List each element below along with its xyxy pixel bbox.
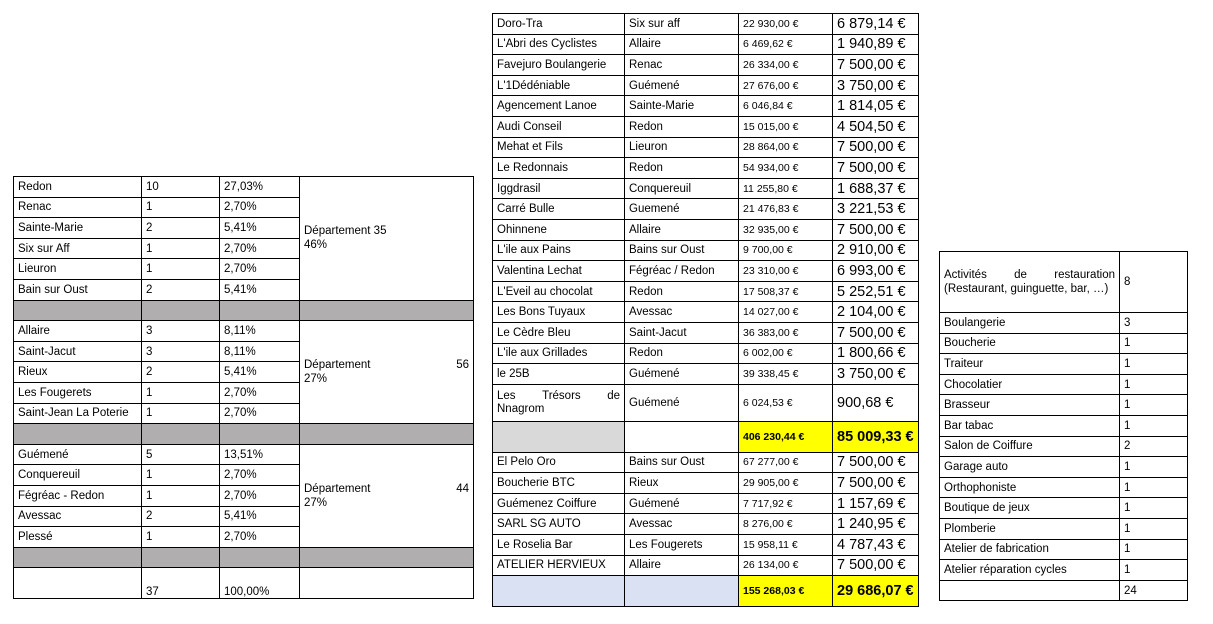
total-percent-cell: 100,00% [220, 568, 300, 599]
table-row [493, 452, 919, 473]
aid-amount-cell: 3 750,00 € [833, 364, 919, 385]
activity-label-cell: Chocolatier [940, 374, 1120, 395]
business-city-cell: Allaire [625, 34, 739, 55]
department-label [304, 224, 469, 238]
percent-cell: 2,70% [220, 485, 300, 506]
aid-amount-cell: 1 940,89 € [833, 34, 919, 55]
separator-cell [300, 300, 474, 321]
business-name-cell: L'Abri des Cyclistes [493, 34, 625, 55]
activity-label-cell: Bar tabac [940, 415, 1120, 436]
business-name-cell: le 25B [493, 364, 625, 385]
percent-cell: 2,70% [220, 197, 300, 218]
activity-label-cell: Garage auto [940, 457, 1120, 478]
business-name-cell: Doro-Tra [493, 14, 625, 35]
separator-cell [300, 547, 474, 568]
investment-amount-cell: 6 002,00 € [739, 343, 833, 364]
investment-amount-cell: 7 717,92 € [739, 493, 833, 514]
name-word: Les [497, 389, 516, 402]
table-row [940, 333, 1188, 354]
city-cell: Bain sur Oust [14, 279, 142, 300]
business-name-cell: Le Roselia Bar [493, 535, 625, 556]
business-name-line [497, 390, 620, 403]
total-row [940, 580, 1188, 601]
table-row [940, 252, 1188, 313]
percent-cell: 8,11% [220, 341, 300, 362]
aid-amount-cell: 6 879,14 € [833, 14, 919, 35]
investment-amount-cell: 11 255,80 € [739, 178, 833, 199]
table-row [493, 34, 919, 55]
aid-amount-cell: 1 240,95 € [833, 514, 919, 535]
separator-cell [220, 300, 300, 321]
count-cell: 3 [142, 321, 220, 342]
investment-amount-cell: 54 934,00 € [739, 158, 833, 179]
table-row [940, 436, 1188, 457]
activity-count-cell: 1 [1120, 477, 1188, 498]
name-word: Trésors [542, 389, 581, 402]
table-row [493, 514, 919, 535]
business-name-cell: El Pelo Oro [493, 452, 625, 473]
separator-cell [220, 424, 300, 445]
business-name-cell: Carré Bulle [493, 199, 625, 220]
table-row [493, 364, 919, 385]
count-cell: 2 [142, 218, 220, 239]
table-row [493, 116, 919, 137]
activity-count-cell: 1 [1120, 354, 1188, 375]
business-city-cell: Redon [625, 281, 739, 302]
investment-amount-cell: 26 334,00 € [739, 55, 833, 76]
table-row [940, 518, 1188, 539]
city-cell: Allaire [14, 321, 142, 342]
table-row [940, 374, 1188, 395]
table-row [14, 444, 474, 465]
activity-count-cell: 1 [1120, 560, 1188, 581]
business-name-cell: Ohinnene [493, 219, 625, 240]
investment-amount-cell: 67 277,00 € [739, 452, 833, 473]
table-row [493, 14, 919, 35]
count-cell: 1 [142, 403, 220, 424]
separator-cell [14, 547, 142, 568]
percent-cell: 5,41% [220, 362, 300, 383]
city-cell: Sainte-Marie [14, 218, 142, 239]
count-cell: 5 [142, 444, 220, 465]
empty-cell [940, 580, 1120, 601]
aid-amount-cell: 7 500,00 € [833, 55, 919, 76]
business-name-cell: ATELIER HERVIEUX [493, 555, 625, 576]
subtotal-row [493, 576, 919, 607]
business-city-cell: Redon [625, 158, 739, 179]
business-name-cell: Audi Conseil [493, 116, 625, 137]
table-row [493, 178, 919, 199]
activity-count-cell: 8 [1120, 252, 1188, 313]
activity-count-cell: 3 [1120, 313, 1188, 334]
business-name-cell: Valentina Lechat [493, 261, 625, 282]
table-row [940, 395, 1188, 416]
aid-amount-cell: 3 750,00 € [833, 75, 919, 96]
table-row [940, 498, 1188, 519]
count-cell: 2 [142, 279, 220, 300]
separator-row [14, 424, 474, 445]
business-name-cell: Les Bons Tuyaux [493, 302, 625, 323]
department-cell [300, 321, 474, 424]
business-city-cell: Avessac [625, 302, 739, 323]
investment-amount-cell: 8 276,00 € [739, 514, 833, 535]
table-row [493, 55, 919, 76]
investment-amount-cell: 39 338,45 € [739, 364, 833, 385]
investment-amount-cell: 6 024,53 € [739, 384, 833, 421]
activity-label-cell: Activités de restauration (Restaurant, guinguette, bar, …) [940, 252, 1120, 313]
department-name: Département [304, 482, 371, 495]
table-row [493, 219, 919, 240]
table-row [14, 177, 474, 198]
table-row [493, 343, 919, 364]
count-cell: 1 [142, 259, 220, 280]
count-cell: 1 [142, 238, 220, 259]
department-name: Département [304, 359, 371, 372]
investment-amount-cell: 6 469,62 € [739, 34, 833, 55]
aid-amount-cell: 7 500,00 € [833, 137, 919, 158]
percent-cell: 2,70% [220, 527, 300, 548]
investment-amount-cell: 27 676,00 € [739, 75, 833, 96]
activity-count-table [939, 251, 1188, 601]
table-row [493, 473, 919, 494]
business-city-cell: Renac [625, 55, 739, 76]
activity-label-cell: Traiteur [940, 354, 1120, 375]
separator-row [14, 300, 474, 321]
aid-amount-cell: 1 814,05 € [833, 96, 919, 117]
department-cell [300, 177, 474, 301]
empty-cell [493, 421, 625, 452]
activity-count-cell: 2 [1120, 436, 1188, 457]
city-cell: Rieux [14, 362, 142, 383]
separator-cell [220, 547, 300, 568]
activity-label-cell: Atelier de fabrication [940, 539, 1120, 560]
table-row [493, 281, 919, 302]
department-percent: 27% [304, 373, 328, 386]
count-cell: 2 [142, 362, 220, 383]
activity-count-cell: 1 [1120, 539, 1188, 560]
subtotal-row [493, 421, 919, 452]
investment-amount-cell: 26 134,00 € [739, 555, 833, 576]
business-city-cell: Bains sur Oust [625, 240, 739, 261]
total-row [14, 568, 474, 599]
separator-cell [142, 424, 220, 445]
business-name-cell [493, 384, 625, 421]
city-cell: Saint-Jean La Poterie [14, 403, 142, 424]
investment-amount-cell: 36 383,00 € [739, 322, 833, 343]
activity-count-cell: 1 [1120, 333, 1188, 354]
activity-label-cell: Salon de Coiffure [940, 436, 1120, 457]
business-city-cell: Rieux [625, 473, 739, 494]
table-row [940, 539, 1188, 560]
subtotal-aid-cell: 85 009,33 € [833, 421, 919, 452]
business-name-cell: L'ile aux Pains [493, 240, 625, 261]
activity-label-cell: Boutique de jeux [940, 498, 1120, 519]
business-name-cell: L'ile aux Grillades [493, 343, 625, 364]
total-count-cell: 24 [1120, 580, 1188, 601]
department-name: Département 35 [304, 225, 387, 238]
table-row [493, 302, 919, 323]
business-name-cell: Boucherie BTC [493, 473, 625, 494]
percent-cell: 27,03% [220, 177, 300, 198]
separator-cell [14, 300, 142, 321]
business-name-cell: Mehat et Fils [493, 137, 625, 158]
business-city-cell: Guémené [625, 384, 739, 421]
percent-cell: 8,11% [220, 321, 300, 342]
empty-cell [625, 421, 739, 452]
percent-cell: 5,41% [220, 218, 300, 239]
activity-count-cell: 1 [1120, 395, 1188, 416]
name-word: de [607, 389, 620, 402]
table-row [493, 240, 919, 261]
city-cell: Redon [14, 177, 142, 198]
activity-count-cell: 1 [1120, 518, 1188, 539]
table-row [940, 560, 1188, 581]
department-percent: 27% [304, 496, 328, 509]
table-row [493, 96, 919, 117]
investment-amount-cell: 17 508,37 € [739, 281, 833, 302]
city-cell: Avessac [14, 506, 142, 527]
table-row [493, 493, 919, 514]
table-row [14, 321, 474, 342]
department-label [304, 358, 469, 372]
total-count-cell: 37 [142, 568, 220, 599]
city-cell: Renac [14, 197, 142, 218]
activity-label-cell: Boulangerie [940, 313, 1120, 334]
business-city-cell: Allaire [625, 219, 739, 240]
department-label [304, 482, 469, 496]
business-name-cell: Agencement Lanoe [493, 96, 625, 117]
department-distribution-table [13, 176, 474, 599]
city-cell: Saint-Jacut [14, 341, 142, 362]
percent-cell: 5,41% [220, 506, 300, 527]
aid-amount-cell: 7 500,00 € [833, 158, 919, 179]
subtotal-aid-cell: 29 686,07 € [833, 576, 919, 607]
business-aid-table [492, 13, 919, 607]
city-cell: Fégréac - Redon [14, 485, 142, 506]
business-city-cell: Conquereuil [625, 178, 739, 199]
activity-count-cell: 1 [1120, 374, 1188, 395]
business-city-cell: Les Fougerets [625, 535, 739, 556]
aid-amount-cell: 7 500,00 € [833, 452, 919, 473]
business-city-cell: Avessac [625, 514, 739, 535]
aid-amount-cell: 4 504,50 € [833, 116, 919, 137]
percent-cell: 2,70% [220, 465, 300, 486]
activity-label-cell: Plomberie [940, 518, 1120, 539]
separator-row [14, 547, 474, 568]
aid-amount-cell: 900,68 € [833, 384, 919, 421]
investment-amount-cell: 9 700,00 € [739, 240, 833, 261]
percent-cell: 5,41% [220, 279, 300, 300]
business-city-cell: Guémené [625, 75, 739, 96]
investment-amount-cell: 23 310,00 € [739, 261, 833, 282]
count-cell: 1 [142, 485, 220, 506]
aid-amount-cell: 2 910,00 € [833, 240, 919, 261]
business-city-cell: Guemené [625, 199, 739, 220]
separator-cell [142, 300, 220, 321]
activity-count-cell: 1 [1120, 457, 1188, 478]
percent-cell: 2,70% [220, 259, 300, 280]
table-row [493, 322, 919, 343]
department-number: 44 [456, 482, 469, 495]
investment-amount-cell: 29 905,00 € [739, 473, 833, 494]
investment-amount-cell: 28 864,00 € [739, 137, 833, 158]
investment-amount-cell: 32 935,00 € [739, 219, 833, 240]
city-cell: Lieuron [14, 259, 142, 280]
business-name-cell: Guémenez Coiffure [493, 493, 625, 514]
activity-count-cell: 1 [1120, 415, 1188, 436]
percent-cell: 2,70% [220, 403, 300, 424]
business-city-cell: Saint-Jacut [625, 322, 739, 343]
business-city-cell: Six sur aff [625, 14, 739, 35]
business-name-cell: SARL SG AUTO [493, 514, 625, 535]
aid-amount-cell: 5 252,51 € [833, 281, 919, 302]
activity-label-cell: Brasseur [940, 395, 1120, 416]
subtotal-amount-cell: 155 268,03 € [739, 576, 833, 607]
department-percent: 46% [304, 239, 328, 252]
aid-amount-cell: 7 500,00 € [833, 322, 919, 343]
empty-cell [300, 568, 474, 599]
city-cell: Les Fougerets [14, 382, 142, 403]
table-row [493, 199, 919, 220]
empty-cell [493, 576, 625, 607]
aid-amount-cell: 1 157,69 € [833, 493, 919, 514]
empty-cell [625, 576, 739, 607]
investment-amount-cell: 14 027,00 € [739, 302, 833, 323]
activity-label-cell: Boucherie [940, 333, 1120, 354]
business-name-cell: Iggdrasil [493, 178, 625, 199]
count-cell: 1 [142, 382, 220, 403]
department-cell [300, 444, 474, 547]
count-cell: 1 [142, 465, 220, 486]
aid-amount-cell: 3 221,53 € [833, 199, 919, 220]
business-city-cell: Fégréac / Redon [625, 261, 739, 282]
table-row [940, 415, 1188, 436]
aid-amount-cell: 7 500,00 € [833, 555, 919, 576]
business-city-cell: Guémené [625, 493, 739, 514]
activity-count-cell: 1 [1120, 498, 1188, 519]
business-city-cell: Bains sur Oust [625, 452, 739, 473]
aid-amount-cell: 1 800,66 € [833, 343, 919, 364]
business-name-cell: L'Eveil au chocolat [493, 281, 625, 302]
count-cell: 1 [142, 197, 220, 218]
table-row [493, 158, 919, 179]
business-city-cell: Guémené [625, 364, 739, 385]
investment-amount-cell: 21 476,83 € [739, 199, 833, 220]
count-cell: 10 [142, 177, 220, 198]
aid-amount-cell: 1 688,37 € [833, 178, 919, 199]
separator-cell [14, 424, 142, 445]
aid-amount-cell: 6 993,00 € [833, 261, 919, 282]
business-name-cell: L'1Dédéniable [493, 75, 625, 96]
subtotal-amount-cell: 406 230,44 € [739, 421, 833, 452]
city-cell: Six sur Aff [14, 238, 142, 259]
city-cell: Plessé [14, 527, 142, 548]
investment-amount-cell: 15 015,00 € [739, 116, 833, 137]
table-row [940, 477, 1188, 498]
aid-amount-cell: 2 104,00 € [833, 302, 919, 323]
table-row [493, 384, 919, 421]
table-row [493, 535, 919, 556]
table-row [493, 137, 919, 158]
table-row [493, 555, 919, 576]
investment-amount-cell: 15 958,11 € [739, 535, 833, 556]
aid-amount-cell: 4 787,43 € [833, 535, 919, 556]
activity-label-cell: Orthophoniste [940, 477, 1120, 498]
percent-cell: 13,51% [220, 444, 300, 465]
business-city-cell: Redon [625, 343, 739, 364]
count-cell: 3 [142, 341, 220, 362]
separator-cell [300, 424, 474, 445]
count-cell: 2 [142, 506, 220, 527]
city-cell: Conquereuil [14, 465, 142, 486]
percent-cell: 2,70% [220, 382, 300, 403]
table-row [940, 313, 1188, 334]
activity-label-cell: Atelier réparation cycles [940, 560, 1120, 581]
percent-cell: 2,70% [220, 238, 300, 259]
empty-cell [14, 568, 142, 599]
investment-amount-cell: 22 930,00 € [739, 14, 833, 35]
business-name-cell: Le Cèdre Bleu [493, 322, 625, 343]
aid-amount-cell: 7 500,00 € [833, 219, 919, 240]
business-name-line: Nnagrom [497, 402, 545, 415]
business-city-cell: Redon [625, 116, 739, 137]
business-name-cell: Le Redonnais [493, 158, 625, 179]
table-row [493, 261, 919, 282]
business-city-cell: Sainte-Marie [625, 96, 739, 117]
business-name-cell: Favejuro Boulangerie [493, 55, 625, 76]
city-cell: Guémené [14, 444, 142, 465]
separator-cell [142, 547, 220, 568]
department-number: 56 [456, 359, 469, 372]
table-row [940, 354, 1188, 375]
aid-amount-cell: 7 500,00 € [833, 473, 919, 494]
table-row [493, 75, 919, 96]
business-city-cell: Allaire [625, 555, 739, 576]
business-city-cell: Lieuron [625, 137, 739, 158]
count-cell: 1 [142, 527, 220, 548]
table-row [940, 457, 1188, 478]
investment-amount-cell: 6 046,84 € [739, 96, 833, 117]
